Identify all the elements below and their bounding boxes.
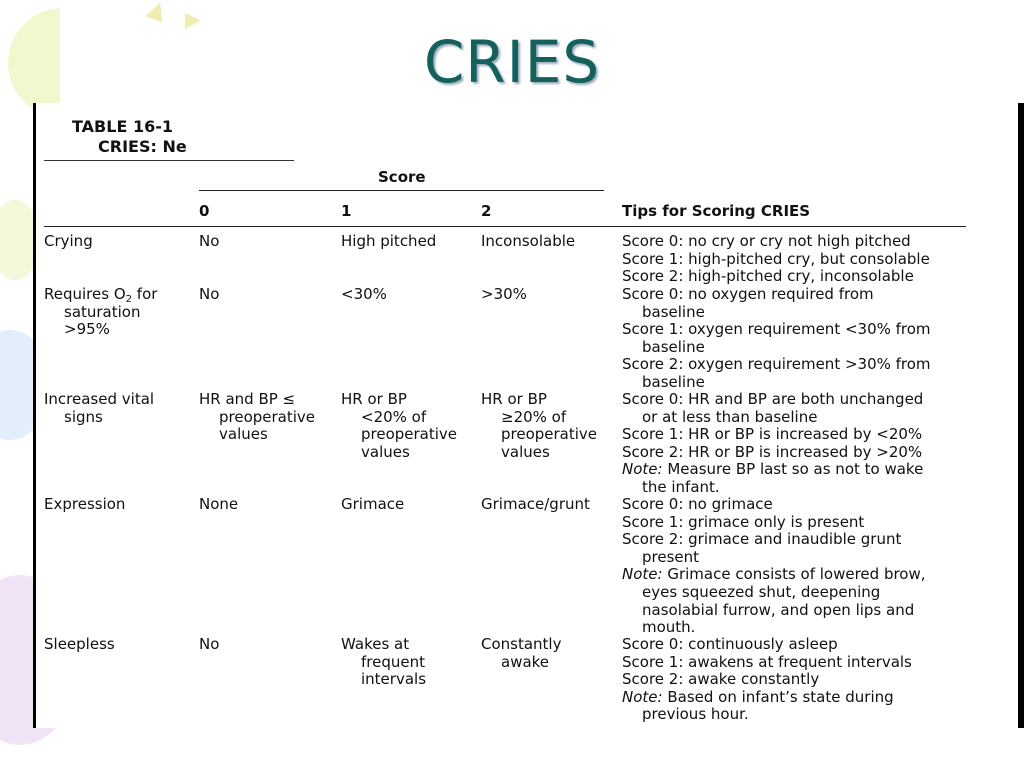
tip-text: Measure BP last so as not to wake (662, 460, 924, 479)
score-1-cell (341, 286, 387, 304)
tip-text: Score 2: HR or BP is increased by >20% (622, 442, 923, 461)
table-title: CRIES: Ne (98, 137, 187, 156)
cell-line: HR and BP ≤ (199, 390, 296, 408)
cell-line: saturation (64, 302, 141, 321)
cell-line: HR or BP (341, 390, 407, 408)
scanned-table-image (33, 103, 1024, 728)
cell-line: awake (501, 652, 550, 671)
cell-line: values (361, 442, 410, 461)
score-1-cell (341, 391, 457, 461)
tip-line (622, 654, 912, 672)
score-1-cell (341, 233, 436, 251)
cell-line: None (199, 495, 239, 513)
tip-line (622, 268, 930, 286)
score-rule (199, 190, 604, 191)
scan-edge (1018, 103, 1024, 728)
note-label: Note: (622, 565, 663, 584)
score-0-cell (199, 636, 219, 654)
score-0-cell (199, 496, 238, 514)
tip-line (622, 514, 926, 532)
tip-line (622, 304, 931, 322)
score-1-cell (341, 636, 426, 689)
tip-line (622, 671, 912, 689)
tip-text: Score 1: HR or BP is increased by <20% (622, 425, 923, 444)
cell-line: ≥20% of (501, 407, 567, 426)
slide-title: CRIES (423, 28, 601, 96)
tip-text: Based on infant’s state during (662, 687, 894, 706)
tip-line (622, 233, 930, 251)
score-2-cell (481, 391, 597, 461)
tip-line (622, 409, 923, 427)
caption-rule (44, 160, 294, 161)
tips-cell (622, 496, 926, 637)
table-number: TABLE 16-1 (72, 117, 173, 136)
tip-text: Score 2: grimace and inaudible grunt (622, 530, 902, 549)
tip-line (622, 496, 926, 514)
tip-text: Score 0: continuously asleep (622, 635, 838, 653)
tip-text: eyes squeezed shut, deepening (642, 582, 881, 601)
tip-text: previous hour. (642, 705, 749, 724)
cell-line: HR or BP (481, 390, 547, 408)
cell-line: Sleepless (44, 635, 115, 653)
row-label (44, 233, 93, 251)
cell-line: >30% (481, 285, 527, 303)
label-text: for (132, 285, 158, 303)
tip-text: Score 1: high-pitched cry, but consolable (622, 249, 930, 268)
tip-text: Score 2: awake constantly (622, 670, 820, 689)
tips-cell (622, 391, 923, 497)
tip-line (622, 636, 912, 654)
tip-line (622, 549, 926, 567)
cell-line: Grimace/grunt (481, 495, 590, 513)
cell-line: Crying (44, 232, 93, 250)
tip-text: baseline (642, 302, 705, 321)
tip-line (622, 706, 912, 724)
cell-line: Increased vital (44, 390, 155, 408)
cell-line: preoperative (361, 425, 458, 444)
tip-text: Score 0: no grimace (622, 495, 773, 513)
cell-line: Expression (44, 495, 126, 513)
tip-text: Score 1: awakens at frequent intervals (622, 652, 912, 671)
score-2-cell (481, 636, 561, 671)
score-header: Score (378, 168, 426, 186)
tip-line (622, 689, 912, 707)
tip-line (622, 444, 923, 462)
tip-line (622, 602, 926, 620)
tip-line (622, 356, 931, 374)
score-0-cell (199, 233, 219, 251)
header-rule (44, 226, 966, 227)
col-header-tips: Tips for Scoring CRIES (622, 202, 811, 220)
tip-text: baseline (642, 337, 705, 356)
col-header-2: 2 (481, 202, 492, 220)
tip-text: or at less than baseline (642, 407, 818, 426)
tip-line (622, 251, 930, 269)
label-text: Requires O (44, 285, 126, 303)
cell-line: High pitched (341, 232, 437, 250)
score-2-cell (481, 496, 590, 514)
cell-line: preoperative (219, 407, 316, 426)
tip-line (622, 479, 923, 497)
cell-line: No (199, 635, 220, 653)
score-1-cell (341, 496, 404, 514)
cell-line: <20% of (361, 407, 427, 426)
tips-cell (622, 636, 912, 724)
tip-line (622, 321, 931, 339)
label-subscript: 2 (125, 294, 133, 305)
tip-text: present (642, 547, 700, 566)
cell-line: No (199, 232, 220, 250)
cell-line: intervals (361, 670, 427, 689)
tip-text: Score 0: HR and BP are both unchanged (622, 390, 924, 408)
tips-cell (622, 286, 931, 392)
tip-line (622, 374, 931, 392)
note-label: Note: (622, 460, 663, 479)
tip-line (622, 426, 923, 444)
row-label (44, 636, 115, 654)
cell-line: frequent (361, 652, 425, 671)
col-header-1: 1 (341, 202, 352, 220)
cell-line: Grimace (341, 495, 405, 513)
cell-line: values (501, 442, 550, 461)
cell-line (44, 286, 157, 304)
row-label (44, 286, 157, 339)
cell-line: Constantly (481, 635, 562, 653)
decorative-star-icon (145, 0, 168, 23)
tip-text: Score 0: no oxygen required from (622, 285, 874, 303)
col-header-0: 0 (199, 202, 210, 220)
tip-line (622, 391, 923, 409)
tip-text: mouth. (642, 618, 696, 637)
cell-line: Inconsolable (481, 232, 576, 250)
cell-line: No (199, 285, 220, 303)
cell-line: <30% (341, 285, 387, 303)
tip-line (622, 566, 926, 584)
tip-text: nasolabial furrow, and open lips and (642, 600, 915, 619)
score-2-cell (481, 233, 575, 251)
tip-line (622, 339, 931, 357)
cell-line: preoperative (501, 425, 598, 444)
row-label (44, 496, 125, 514)
tip-text: Grimace consists of lowered brow, (662, 565, 926, 584)
tip-text: Score 0: no cry or cry not high pitched (622, 232, 911, 250)
tip-text: Score 2: high-pitched cry, inconsolable (622, 267, 914, 286)
cell-line: signs (64, 407, 103, 426)
cell-line: Wakes at (341, 635, 410, 653)
tip-text: Score 1: oxygen requirement <30% from (622, 320, 931, 339)
tip-line (622, 531, 926, 549)
tips-cell (622, 233, 930, 286)
score-0-cell (199, 391, 315, 444)
tip-line (622, 584, 926, 602)
tip-text: Score 1: grimace only is present (622, 512, 865, 531)
row-label (44, 391, 154, 426)
tip-text: the infant. (642, 477, 720, 496)
score-0-cell (199, 286, 219, 304)
cell-line: values (219, 425, 268, 444)
tip-text: Score 2: oxygen requirement >30% from (622, 355, 931, 374)
score-2-cell (481, 286, 527, 304)
note-label: Note: (622, 687, 663, 706)
tip-text: baseline (642, 372, 705, 391)
cell-line: >95% (64, 320, 110, 339)
tip-line (622, 286, 931, 304)
decorative-star-icon (178, 8, 201, 29)
tip-line (622, 461, 923, 479)
table-caption (72, 117, 187, 157)
